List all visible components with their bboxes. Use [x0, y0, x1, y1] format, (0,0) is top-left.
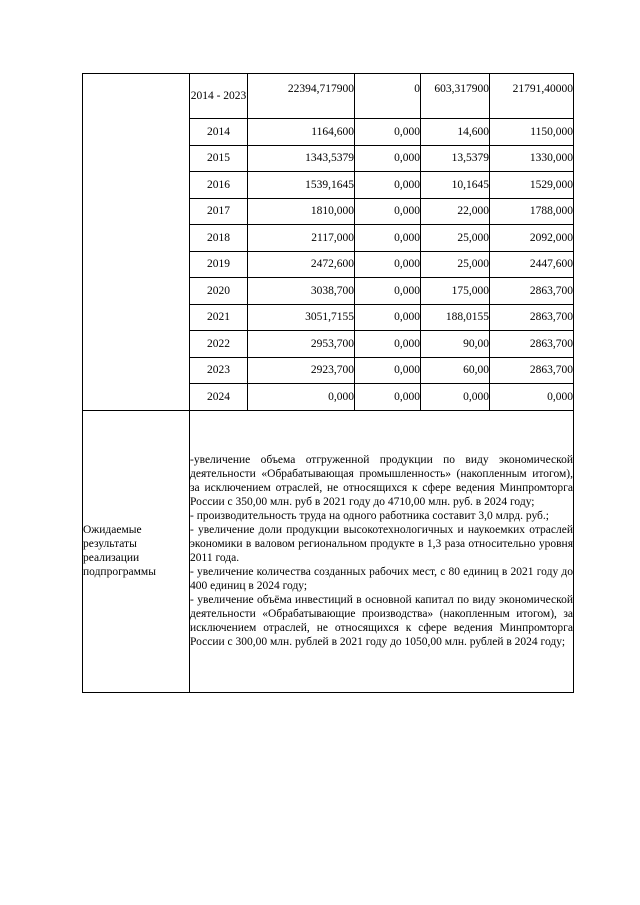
year-cell: 2015	[190, 145, 248, 172]
total-cell: 3038,700	[248, 278, 355, 305]
result-item: - увеличение объёма инвестиций в основной капитал по виду экономической деятельности «Обрабатывающие производства» (накопленным итогом), за исключением отраслей, не относящихся к сфере ведения Минпромторга России с 300,00 млн. рублей в 2021 году до 1050,00 млн. рублей в 2024 году;	[190, 594, 573, 648]
financing-rows	[83, 74, 574, 411]
total-cell: 2117,000	[248, 225, 355, 252]
federal-cell: 0,000	[355, 172, 421, 199]
label-line: реализации	[83, 552, 140, 564]
extrabudget-cell: 21791,40000	[490, 74, 574, 119]
total-cell: 1164,600	[248, 119, 355, 146]
result-item: - производительность труда на одного работника составит 3,0 млрд. руб.;	[190, 510, 549, 522]
total-cell: 2923,700	[248, 357, 355, 384]
extrabudget-cell: 2863,700	[490, 304, 574, 331]
extrabudget-cell: 0,000	[490, 384, 574, 411]
federal-cell: 0,000	[355, 251, 421, 278]
year-cell: 2021	[190, 304, 248, 331]
year-cell: 2023	[190, 357, 248, 384]
federal-cell: 0,000	[355, 198, 421, 225]
year-cell: 2017	[190, 198, 248, 225]
extrabudget-cell: 1529,000	[490, 172, 574, 199]
year-cell: 2018	[190, 225, 248, 252]
federal-cell: 0,000	[355, 331, 421, 358]
regional-cell: 25,000	[421, 251, 490, 278]
regional-cell: 603,317900	[421, 74, 490, 119]
regional-cell: 25,000	[421, 225, 490, 252]
extrabudget-cell: 2863,700	[490, 331, 574, 358]
label-line: результаты	[83, 538, 137, 550]
financing-total-row	[83, 74, 574, 119]
federal-cell: 0,000	[355, 225, 421, 252]
federal-cell: 0,000	[355, 278, 421, 305]
regional-cell: 90,00	[421, 331, 490, 358]
total-cell: 1539,1645	[248, 172, 355, 199]
result-item: -увеличение объема отгруженной продукции по виду экономической деятельности «Обрабатывающая промышленность» (накопленным итогом), за исключением отраслей, не относящихся к сфере ведения Минпромторга России с 350,00 млн. руб в 2021 году до 4710,00 млн. руб. в 2024 году;	[190, 454, 573, 508]
regional-cell: 0,000	[421, 384, 490, 411]
extrabudget-cell: 2092,000	[490, 225, 574, 252]
expected-results-row	[83, 410, 574, 692]
result-item: - увеличение доли продукции высокотехнологичных и наукоемких отраслей экономики в валовом региональном продукте в 1,3 раза относительно уровня 2011 года.	[190, 524, 573, 564]
result-item: - увеличение количества созданных рабочих мест, с 80 единиц в 2021 году до 400 единиц в 2024 году;	[190, 566, 573, 592]
expected-results-text	[190, 410, 574, 692]
year-cell: 2022	[190, 331, 248, 358]
regional-cell: 175,000	[421, 278, 490, 305]
year-cell: 2014 - 2023	[190, 74, 248, 119]
federal-cell: 0,000	[355, 384, 421, 411]
total-cell: 2953,700	[248, 331, 355, 358]
total-cell: 1810,000	[248, 198, 355, 225]
regional-cell: 13,5379	[421, 145, 490, 172]
total-cell: 0,000	[248, 384, 355, 411]
regional-cell: 10,1645	[421, 172, 490, 199]
total-cell: 22394,717900	[248, 74, 355, 119]
extrabudget-cell: 2447,600	[490, 251, 574, 278]
year-cell: 2024	[190, 384, 248, 411]
federal-cell: 0,000	[355, 304, 421, 331]
extrabudget-cell: 2863,700	[490, 357, 574, 384]
expected-results-label	[83, 410, 190, 692]
regional-cell: 22,000	[421, 198, 490, 225]
blank-label-cell	[83, 74, 190, 411]
results-section	[83, 410, 574, 692]
total-cell: 1343,5379	[248, 145, 355, 172]
federal-cell: 0	[355, 74, 421, 119]
label-line: Ожидаемые	[83, 524, 142, 536]
label-line: подпрограммы	[83, 566, 156, 578]
total-cell: 2472,600	[248, 251, 355, 278]
year-cell: 2020	[190, 278, 248, 305]
year-cell: 2014	[190, 119, 248, 146]
federal-cell: 0,000	[355, 119, 421, 146]
extrabudget-cell: 2863,700	[490, 278, 574, 305]
year-cell: 2019	[190, 251, 248, 278]
regional-cell: 14,600	[421, 119, 490, 146]
regional-cell: 188,0155	[421, 304, 490, 331]
total-cell: 3051,7155	[248, 304, 355, 331]
extrabudget-cell: 1150,000	[490, 119, 574, 146]
extrabudget-cell: 1330,000	[490, 145, 574, 172]
extrabudget-cell: 1788,000	[490, 198, 574, 225]
federal-cell: 0,000	[355, 357, 421, 384]
subprogram-table	[82, 73, 574, 693]
year-cell: 2016	[190, 172, 248, 199]
federal-cell: 0,000	[355, 145, 421, 172]
regional-cell: 60,00	[421, 357, 490, 384]
